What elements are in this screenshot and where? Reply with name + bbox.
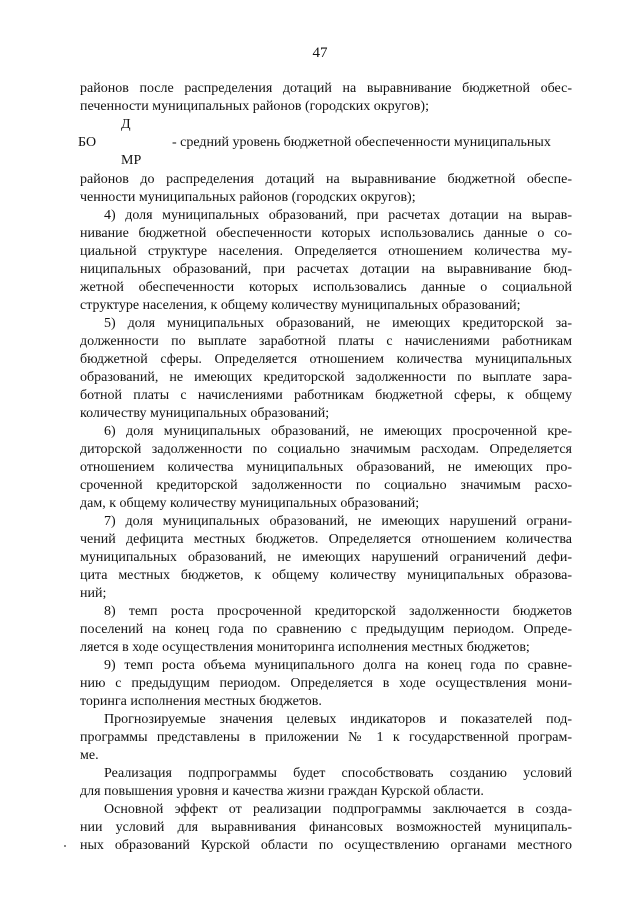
text-line: Прогнозируемые значения целевых индикаторов и показателей под- xyxy=(104,712,572,727)
text-line: количеству муниципальных образований; xyxy=(80,406,330,421)
text-line: образований, не имеющих кредиторской задолженности по выплате зара- xyxy=(80,370,572,385)
text-line: Основной эффект от реализации подпрограммы заключается в созда- xyxy=(104,802,572,817)
formula-superscript: Д xyxy=(121,117,131,132)
text-line: ний; xyxy=(80,586,107,601)
text-line: ченности муниципальных районов (городских округов); xyxy=(80,190,416,205)
text-line: 6) доля муниципальных образований, не имеющих просроченной кре- xyxy=(104,424,572,439)
formula-subscript: МР xyxy=(121,153,142,168)
text-line: районов до распределения дотаций на выравнивание бюджетной обеспе- xyxy=(80,172,572,187)
text-line: 7) доля муниципальных образований, не имеющих нарушений ограни- xyxy=(104,514,572,529)
text-line: дам, к общему количеству муниципальных образований; xyxy=(80,496,420,511)
text-line: 5) доля муниципальных образований, не имеющих кредиторской за- xyxy=(104,316,572,331)
text-line: циальной структуре населения. Определяется отношением количества му- xyxy=(80,244,572,259)
page-number: 47 xyxy=(312,45,328,61)
text-line: торинга исполнения местных бюджетов. xyxy=(80,694,322,709)
text-line: жетной обеспеченности которых использовались данные о социальной xyxy=(80,280,572,295)
text-line: чений дефицита местных бюджетов. Определяется отношением количества xyxy=(80,532,572,547)
text-line: 9) темп роста объема муниципального долга на конец года по сравне- xyxy=(104,658,572,673)
text-line: ботной платы с начислениями работникам бюджетной сферы, к общему xyxy=(80,388,572,403)
text-line: 4) доля муниципальных образований, при расчетах дотации на вырав- xyxy=(104,208,572,223)
formula-base: БО xyxy=(78,135,97,150)
formula-block xyxy=(78,117,578,168)
text-line: печенности муниципальных районов (городских округов); xyxy=(80,99,429,114)
scan-speck xyxy=(64,845,66,847)
text-line: цита местных бюджетов, к общему количеству муниципальных образова- xyxy=(80,568,572,583)
text-line: для повышения уровня и качества жизни граждан Курской области. xyxy=(80,784,484,799)
text-line: муниципальных образований, не имеющих нарушений ограничений дефи- xyxy=(80,550,572,565)
text-line: отношением количества муниципальных образований, не имеющих про- xyxy=(80,460,572,475)
text-line: нии условий для выравнивания финансовых возможностей муниципаль- xyxy=(80,820,572,835)
text-line: ных образований Курской области по осуществлению органами местного xyxy=(80,838,572,853)
text-line: долженности по выплате заработной платы с начислениями работникам xyxy=(80,334,572,349)
text-line: ме. xyxy=(80,748,99,763)
text-line: районов после распределения дотаций на выравнивание бюджетной обес- xyxy=(80,81,572,96)
formula-description: - средний уровень бюджетной обеспеченности муниципальных xyxy=(172,135,551,150)
text-line: 8) темп роста просроченной кредиторской задолженности бюджетов xyxy=(104,604,572,619)
text-line: сроченной кредиторской задолженности по социально значимым расхо- xyxy=(80,478,572,493)
text-line: ниципальных образований, при расчетах дотации на выравнивание бюд- xyxy=(80,262,572,277)
text-line: нию с предыдущим периодом. Определяется в ходе осуществления мони- xyxy=(80,676,572,691)
text-line: бюджетной сферы. Определяется отношением количества муниципальных xyxy=(80,352,572,367)
text-line: поселений на конец года по сравнению с предыдущим периодом. Опреде- xyxy=(80,622,572,637)
text-line: структуре населения, к общему количеству муниципальных образований; xyxy=(80,298,521,313)
text-line: диторской задолженности по социально значимым расходам. Определяется xyxy=(80,442,572,457)
text-line: Реализация подпрограммы будет способствовать созданию условий xyxy=(104,766,572,781)
text-line: нивание бюджетной обеспеченности которых использовались данные о со- xyxy=(80,226,572,241)
text-line: ляется в ходе осуществления мониторинга исполнения местных бюджетов; xyxy=(80,640,530,655)
text-line: программы представлены в приложении № 1 к государственной програм- xyxy=(80,730,572,745)
